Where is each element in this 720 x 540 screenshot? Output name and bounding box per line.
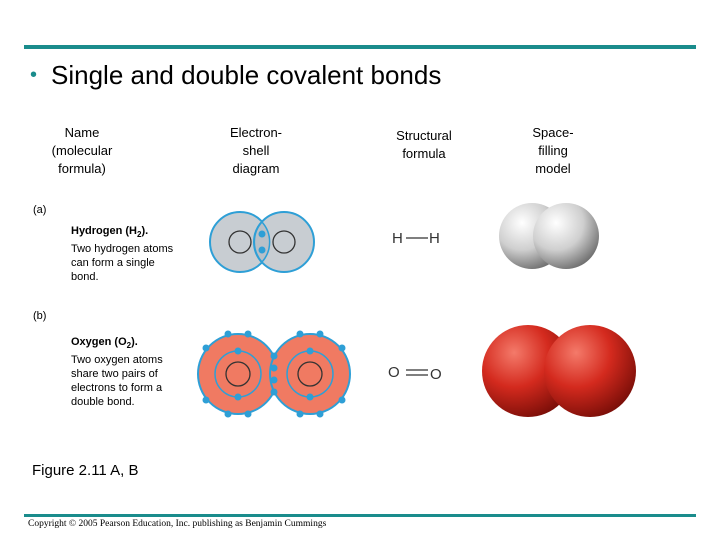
valence-electron	[297, 411, 304, 418]
hydrogen-description-text: Two hydrogen atoms can form a single bond.	[71, 243, 174, 284]
hydrogen-shell-diagram	[210, 212, 314, 272]
valence-electron	[317, 331, 324, 338]
hydrogen-sphere-right	[533, 203, 599, 269]
valence-electron	[339, 397, 346, 404]
hydrogen-name: Hydrogen (H	[71, 225, 137, 237]
oxygen-sphere-right	[544, 325, 636, 417]
valence-electron	[339, 345, 346, 352]
oxygen-space-filling-model	[482, 325, 636, 417]
oxygen-name-end: ).	[131, 336, 138, 348]
valence-electron	[245, 411, 252, 418]
shared-electron	[259, 247, 266, 254]
copyright-notice: Copyright © 2005 Pearson Education, Inc. publishing as Benjamin Cummings	[28, 519, 327, 529]
col-header-space-filling: Space- filling model	[532, 125, 574, 176]
oxygen-shell-right	[270, 334, 350, 414]
col-header-name: Name (molecular formula)	[51, 125, 113, 176]
inner-electron	[235, 348, 242, 355]
valence-electron	[225, 411, 232, 418]
shared-electron	[271, 377, 278, 384]
part-label-a: (a)	[33, 204, 47, 216]
hydrogen-subscript: 2	[137, 230, 142, 240]
col-header-electron-shell: Electron- shell diagram	[229, 125, 283, 176]
valence-electron	[203, 345, 210, 352]
oxygen-structural-formula	[388, 364, 442, 383]
hydrogen-structural-formula	[392, 230, 440, 247]
col-header-structural: Structural formula	[396, 128, 452, 161]
valence-electron	[245, 331, 252, 338]
title-text: Single and double covalent bonds	[51, 60, 442, 90]
hydrogen-space-filling-model	[499, 203, 599, 269]
structural-atom-right: H	[429, 230, 440, 247]
inner-electron	[307, 348, 314, 355]
figure-caption: Figure 2.11 A, B	[32, 462, 139, 479]
structural-atom-left: H	[392, 230, 403, 247]
bullet-icon: •	[30, 64, 38, 86]
part-label-b: (b)	[33, 310, 47, 322]
valence-electron	[203, 397, 210, 404]
oxygen-shell-diagram	[198, 331, 350, 418]
shared-electron	[271, 353, 278, 360]
inner-electron	[235, 394, 242, 401]
shared-electron	[259, 231, 266, 238]
inner-electron	[307, 394, 314, 401]
oxygen-description-text: Two oxygen atoms share two pairs of electrons to form a double bond.	[71, 354, 163, 409]
shared-electron	[271, 365, 278, 372]
hydrogen-name-end: ).	[141, 225, 149, 237]
valence-electron	[297, 331, 304, 338]
structural-atom-right: O	[430, 366, 442, 383]
oxygen-shell-left	[198, 334, 278, 414]
oxygen-name: Oxygen (O	[71, 336, 127, 348]
structural-atom-left: O	[388, 364, 400, 381]
oxygen-subscript: 2	[126, 341, 132, 351]
bottom-rule	[24, 514, 696, 517]
shared-electron	[271, 389, 278, 396]
valence-electron	[317, 411, 324, 418]
valence-electron	[225, 331, 232, 338]
